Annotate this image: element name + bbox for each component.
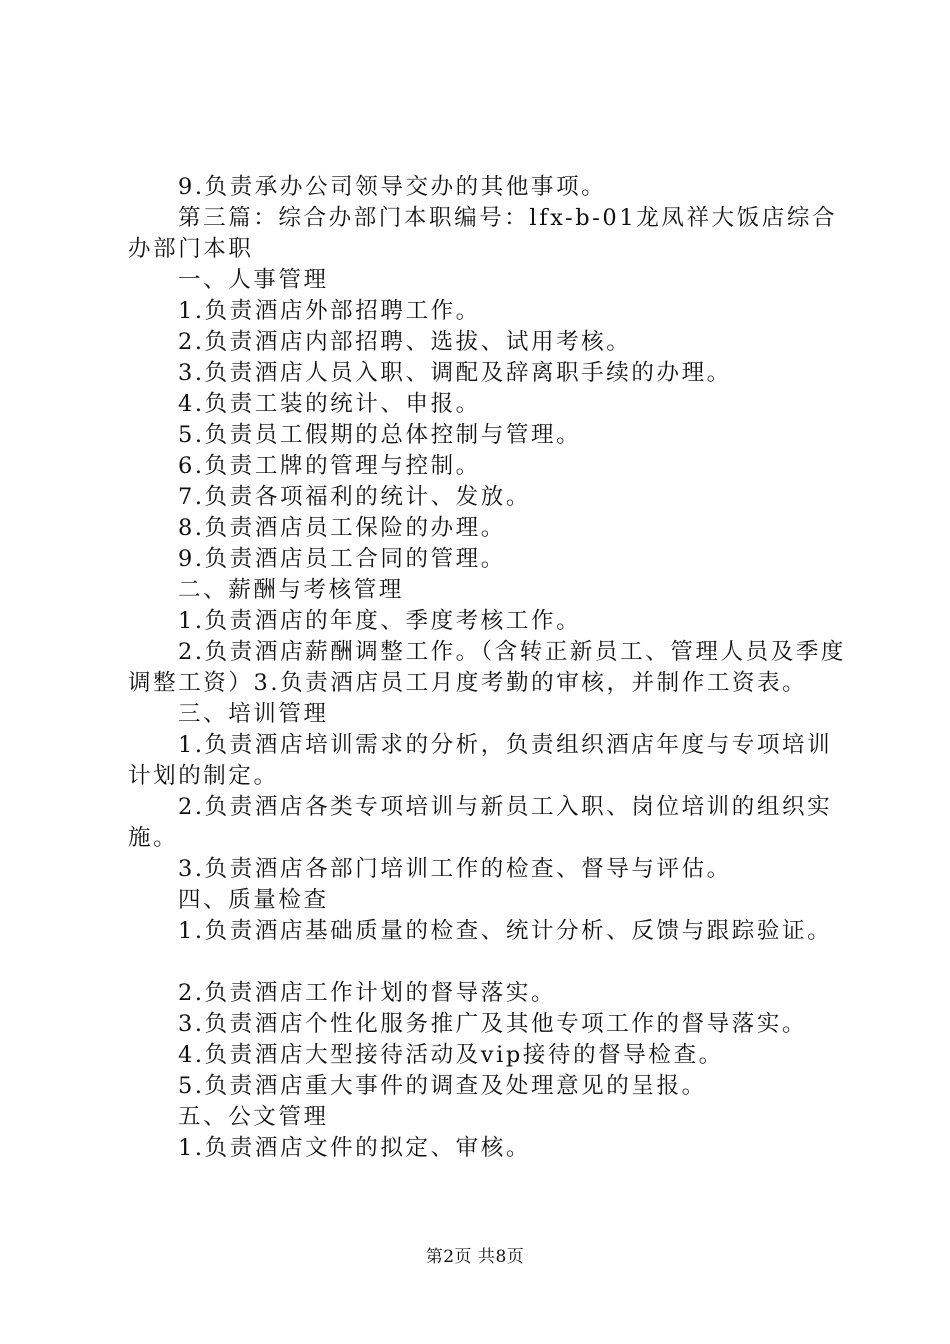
paragraph: 9.负责承办公司领导交办的其他事项。: [178, 174, 607, 200]
list-item: 1.负责酒店外部招聘工作。: [178, 298, 481, 324]
section-heading: 三、培训管理: [178, 701, 329, 727]
list-item: 2.负责酒店工作计划的督导落实。: [178, 980, 557, 1006]
list-item: 6.负责工牌的管理与控制。: [178, 453, 481, 479]
list-item: 3.负责酒店个性化服务推广及其他专项工作的督导落实。: [178, 1011, 808, 1037]
list-item: 3.负责酒店人员入职、调配及辞离职手续的办理。: [178, 360, 732, 386]
section-heading: 五、公文管理: [178, 1104, 329, 1130]
list-item: 2.负责酒店内部招聘、选拔、试用考核。: [178, 329, 632, 355]
list-item: 1.负责酒店文件的拟定、审核。: [178, 1135, 531, 1161]
list-item: 8.负责酒店员工保险的办理。: [178, 515, 506, 541]
list-item: 5.负责员工假期的总体控制与管理。: [178, 422, 582, 448]
list-item: 1.负责酒店培训需求的分析，负责组织酒店年度与专项培训计划的制定。: [128, 732, 833, 789]
list-item: 4.负责工装的统计、申报。: [178, 391, 481, 417]
list-item: 4.负责酒店大型接待活动及vip接待的督导检查。: [178, 1042, 724, 1068]
page-footer: 第2页 共8页: [425, 1247, 525, 1267]
section-heading: 一、人事管理: [178, 267, 329, 293]
section-heading: 二、薪酬与考核管理: [178, 577, 404, 603]
list-item: 7.负责各项福利的统计、发放。: [178, 484, 531, 510]
list-item: 9.负责酒店员工合同的管理。: [178, 546, 506, 572]
list-item: 2.负责酒店薪酬调整工作。（含转正新员工、管理人员及季度调整工资）3.负责酒店员工月度考勤的审核，并制作工资表。: [128, 639, 847, 696]
document-body: [128, 172, 848, 1164]
list-item: 1.负责酒店基础质量的检查、统计分析、反馈与跟踪验证。: [178, 918, 833, 944]
list-item: 1.负责酒店的年度、季度考核工作。: [178, 608, 582, 634]
section-heading: 四、质量检查: [178, 887, 329, 913]
list-item: 5.负责酒店重大事件的调查及处理意见的呈报。: [178, 1073, 707, 1099]
list-item: 2.负责酒店各类专项培训与新员工入职、岗位培训的组织实施。: [128, 794, 833, 851]
list-item: 3.负责酒店各部门培训工作的检查、督导与评估。: [178, 856, 732, 882]
section-heading: 第三篇：综合办部门本职编号：lfx-b-01龙凤祥大饭店综合办部门本职: [128, 205, 838, 262]
